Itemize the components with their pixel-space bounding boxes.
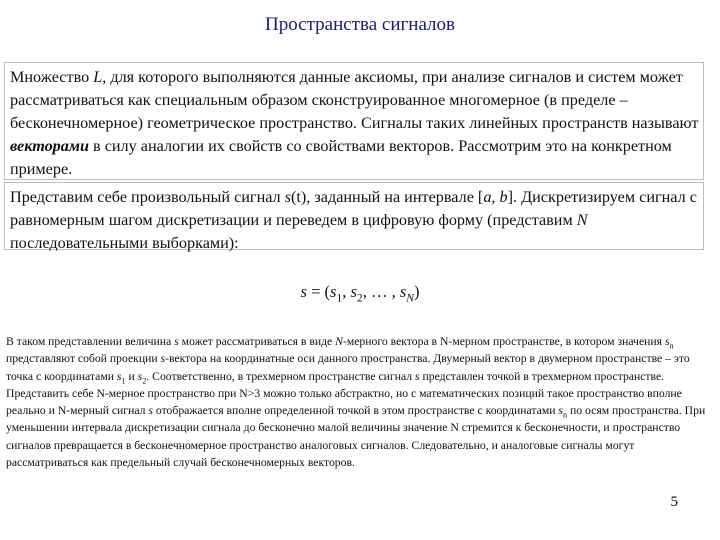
text: , xyxy=(491,188,500,206)
formula-s2: s xyxy=(350,282,357,301)
formula-sep: , xyxy=(342,282,351,301)
text: представляют собой проекции xyxy=(6,352,161,366)
variable-s: s xyxy=(116,369,122,383)
variable-s: s xyxy=(174,335,179,348)
text: Представим себе произвольный сигнал xyxy=(10,188,285,206)
slide-title: Пространства сигналов xyxy=(264,14,456,35)
text: (t) xyxy=(291,188,307,206)
variable-s: s xyxy=(664,335,670,348)
formula-sN: s xyxy=(399,282,407,301)
text: , для которого выполняются данные аксиомы, при анализе сигналов и систем может рассматриваться как специальным образом сконструированное многомерное (в пределе – бесконечномерное) геометрическое пространство. Сигналы таких линейных пространств называют xyxy=(10,68,699,132)
term-vectors: векторами xyxy=(10,137,89,155)
variable-s: s xyxy=(558,404,563,418)
subscript: 2 xyxy=(142,375,147,385)
text: в силу аналогии их свойств со свойствами векторов. Рассмотрим это на конкретном примере. xyxy=(10,137,672,178)
variable-N: N xyxy=(576,211,588,229)
vector-formula xyxy=(0,282,720,305)
text: . Соответственно, в трехмерном пространстве сигнал xyxy=(146,369,416,383)
text: , заданный на интервале [ xyxy=(306,188,484,206)
text: -вектора на координатные оси данного пространства. Двумерный вектор в двумерном пространстве – это точка с координатами xyxy=(6,352,690,383)
formula-lhs: s xyxy=(300,282,307,301)
subscript: 1 xyxy=(121,375,126,385)
page-number: 5 xyxy=(670,494,678,510)
variable-a: a xyxy=(483,188,492,206)
formula-sub1: 1 xyxy=(336,292,343,305)
variable-s: s xyxy=(148,404,153,418)
text: может рассматриваться в виде xyxy=(178,335,336,348)
explanation-paragraph xyxy=(6,333,708,471)
variable-b: b xyxy=(499,188,508,206)
variable-s: s xyxy=(284,188,291,206)
variable-s: s xyxy=(160,352,166,366)
text: Множество xyxy=(10,68,94,86)
text: последовательными выборками): xyxy=(10,234,239,252)
formula-s1: s xyxy=(330,282,337,301)
text: ]. Дискретизируем сигнал с равномерным шагом дискретизации и переведем в цифровую форму (представим xyxy=(10,188,697,229)
paragraph-2 xyxy=(10,186,700,255)
text: и xyxy=(125,369,138,383)
subscript: n xyxy=(669,341,674,351)
formula-sep: , … , xyxy=(362,282,400,301)
formula-close: ) xyxy=(413,282,420,301)
formula-sub2: 2 xyxy=(356,292,363,305)
variable-N: N xyxy=(335,335,343,348)
text: по осям пространства. При уменьшении интервала дискретизации сигнала до бесконечно малой величины значение N стремится к бесконечности, и пространство сигналов превращается в бесконечномерное пространство аналоговых сигналов. Следовательно, и аналоговые сигналы могут рассматриваться как предельный случай бесконечномерных векторов. xyxy=(6,404,706,470)
formula-subN: N xyxy=(406,292,414,305)
variable-L: L xyxy=(93,68,103,86)
text: В таком представлении величина xyxy=(6,335,175,348)
subscript: n xyxy=(562,410,568,420)
text: представлен точкой в трехмерном пространстве. Представить себе N-мерное пространство при N>3 можно только абстрактно, но с математических позиций такое пространство вполне реально и N-мерный сигнал xyxy=(6,369,682,418)
formula-eq: = ( xyxy=(306,282,331,301)
text: -мерного вектора в N-мерном пространстве, в котором значения xyxy=(342,335,665,348)
variable-s: s xyxy=(415,369,420,383)
variable-s: s xyxy=(137,369,143,383)
paragraph-1 xyxy=(10,66,700,181)
text: отображается вполне определенной точкой в этом пространстве с координатами xyxy=(152,404,559,418)
